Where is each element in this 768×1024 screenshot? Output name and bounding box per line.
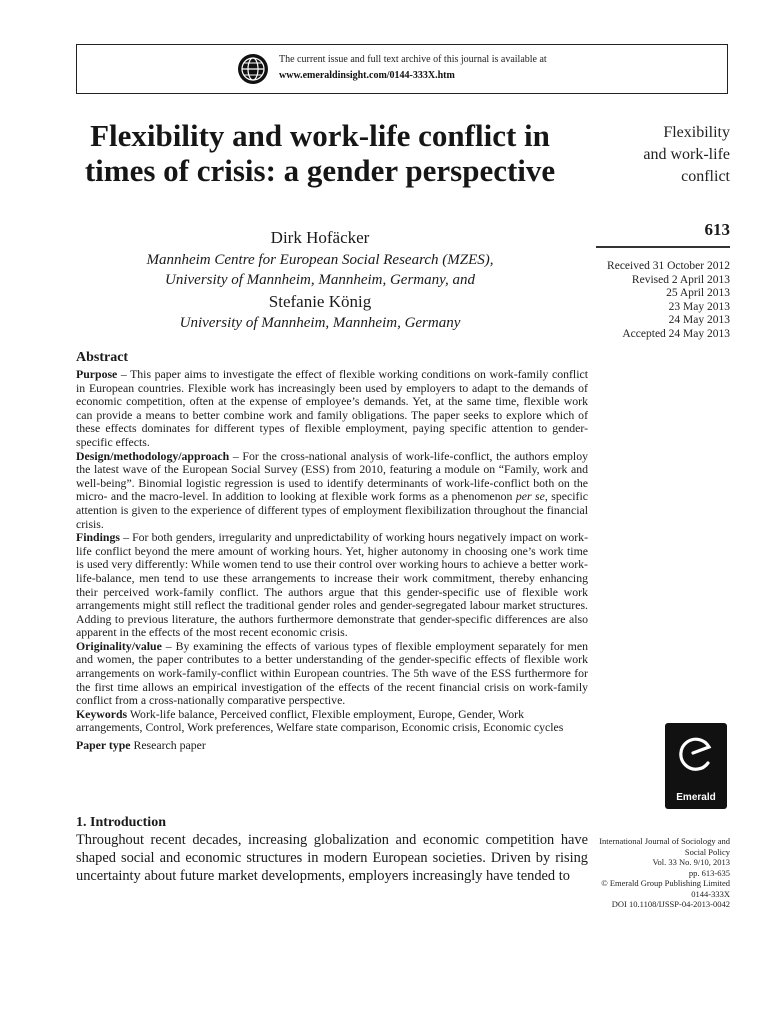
section-label: Originality/value [76, 638, 162, 653]
abstract-paper-type [76, 739, 588, 753]
date-line: Received 31 October 2012 [607, 260, 730, 272]
globe-icon [237, 53, 269, 85]
sidebar-divider [596, 246, 730, 248]
section-text: Research paper [130, 738, 206, 753]
journal-citation [560, 836, 730, 910]
date-line: 25 April 2013 [666, 287, 730, 299]
emerald-logo-icon [665, 723, 727, 809]
abstract-originality [76, 640, 588, 708]
author-affiliation: University of Mannheim, Mannheim, Germany, and [165, 272, 475, 288]
author-name: Dirk Hofäcker [270, 228, 370, 247]
section-text: – By examining the effects of various types of flexible employment separately for men and women, the paper contributes to a better understanding of the gender-specific effects of flexible work arrangements on work-family-conflict within European countries. The 5th wave of the ESS furthermore for the first time allows an empirical investigation of the effects of the recent financial crisis on work-family conflict from a cross-nationally comparative perspective. [76, 638, 588, 708]
author-affiliation: Mannheim Centre for European Social Research (MZES), [146, 252, 494, 268]
running-title-line: and work-life [643, 146, 730, 163]
section-heading: 1. Introduction [76, 815, 166, 830]
publisher-name: Emerald [676, 792, 716, 803]
section-text: Work-life balance, Perceived conflict, Flexible employment, Europe, Gender, Work arrangements, Control, Work preferences, Welfare state comparison, Economic crisis, Economic cycles [76, 706, 564, 735]
running-title-line: Flexibility [663, 124, 730, 141]
date-line: Accepted 24 May 2013 [622, 327, 730, 340]
section-label: Design/methodology/approach [76, 448, 230, 463]
section-text-emphasis: per se [515, 489, 545, 504]
author-affiliation: University of Mannheim, Mannheim, Germany [179, 315, 461, 331]
running-title-line: conflict [681, 168, 730, 185]
section-label: Findings [76, 530, 120, 545]
section-text: , specific attention is given to the experience of different types of employment flexibilization throughout the financial crisis. [76, 489, 588, 531]
submission-dates [560, 260, 730, 341]
banner-url[interactable]: www.emeraldinsight.com/0144-333X.htm [279, 70, 455, 81]
section-label: Keywords [76, 706, 128, 721]
date-line: 23 May 2013 [668, 300, 730, 313]
journal-availability-banner [76, 44, 728, 94]
citation-line: DOI 10.1108/IJSSP-04-2013-0042 [611, 899, 730, 909]
intro-paragraph: Throughout recent decades, increasing globalization and economic competition have shaped social and economic structures in modern European societies. Driven by rising uncertainty about future market developments, employers increasingly have tended to [76, 832, 588, 884]
citation-line: © Emerald Group Publishing Limited [601, 878, 730, 888]
date-line: Revised 2 April 2013 [631, 273, 730, 286]
page-number: 613 [704, 220, 730, 239]
citation-line: pp. 613-635 [688, 867, 730, 878]
section-label: Paper type [76, 738, 131, 753]
citation-line: 0144-333X [691, 888, 730, 899]
section-label: Purpose [76, 367, 118, 381]
abstract-heading: Abstract [76, 350, 129, 365]
abstract-keywords [76, 708, 588, 735]
author-name: Stefanie König [268, 292, 372, 311]
section-text: – For the cross-national analysis of work-life-conflict, the authors employ the latest wave of the European Social Survey (ESS) from 2010, featuring a module on “Family, work and well-being”. Binomial logistic regression is used to identify determinants of work-life-conflict both on the micro- and the macro-level. In addition to looking at flexible work forms as a phenomenon [76, 448, 588, 504]
citation-line: Vol. 33 No. 9/10, 2013 [652, 857, 730, 867]
abstract-design [76, 450, 588, 532]
section-text: – This paper aims to investigate the effect of flexible working conditions on work-family conflict in European countries. Flexible work has increasingly been used by employers to adapt to the demands of economic competition, often at the expense of employee’s demands. Yet, at the same time, flexible work can provide a means to better combine work and family obligations. The paper seeks to explore which of these effects dominates for different types of flexible employment, paying specific attention to gender-specific effects. [76, 367, 588, 449]
citation-line: Social Policy [684, 846, 730, 857]
banner-text: The current issue and full text archive of this journal is available at [279, 54, 547, 65]
emerald-swirl-icon [665, 723, 727, 785]
date-line: 24 May 2013 [668, 314, 730, 326]
citation-line: International Journal of Sociology and [599, 836, 730, 846]
abstract-findings [76, 531, 588, 640]
section-text: – For both genders, irregularity and unpredictability of working hours negatively impact on work-life conflict beyond the mere amount of working hours. Yet, higher autonomy in choosing one’s work time is used very differently: While women tend to use their control over working hours to achieve a better work-life-balance, men tend to use these arrangements to increase their work commitment, thereby enhancing their perceived work-family conflict. The authors argue that this gender-specific use of flexible work arrangements might still reflect the traditional gender roles and gender-segregated labour market structures. Adding to previous literature, the authors furthermore demonstrate that gender-specific differences are also apparent in the effects of the most recent economic crisis. [76, 530, 588, 640]
abstract-section [76, 350, 588, 753]
article-title: Flexibility and work-life conflict in times of crisis: a gender perspective [84, 118, 556, 188]
running-title [580, 122, 730, 188]
abstract-purpose [76, 368, 588, 450]
